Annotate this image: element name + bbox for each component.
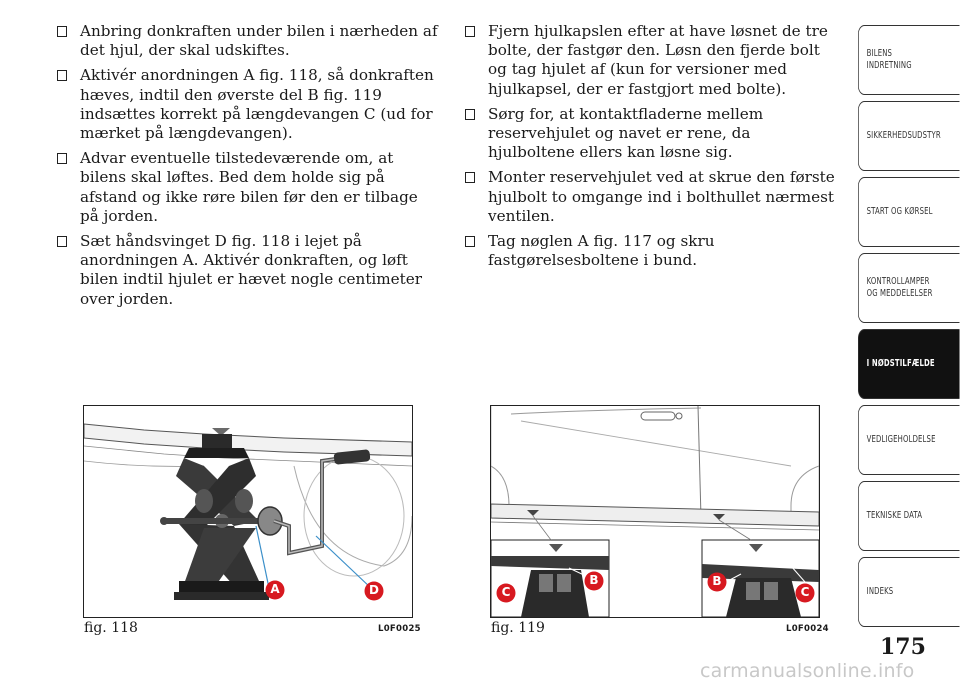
checkbox-icon	[57, 26, 67, 37]
label-a: A	[270, 582, 280, 596]
tab-start-og-korsel[interactable]	[858, 177, 960, 247]
instruction-item	[463, 22, 835, 99]
left-column	[55, 22, 440, 315]
watermark: carmanualsonline.info	[700, 660, 915, 682]
label-b-left: B	[589, 573, 599, 587]
instruction-item	[463, 232, 835, 270]
instruction-text: Sæt håndsvinget D fig. 118 i lejet på anordningen A. Aktivér donkraften, og løft bilen indtil hjulet er hævet nogle centimeter over jorden.	[80, 232, 423, 308]
instruction-item	[55, 66, 440, 143]
tab-label: START OG KØRSEL	[866, 206, 933, 217]
checkbox-icon	[57, 70, 67, 81]
checkbox-icon	[57, 153, 67, 164]
label-d: D	[369, 583, 379, 597]
figure-119-caption: fig. 119	[491, 620, 545, 636]
tab-indeks[interactable]	[858, 557, 960, 627]
instruction-text: Aktivér anordningen A fig. 118, så donkraften hæves, indtil den øverste del B fig. 119 indsættes korrekt på længdevangen C (ud for mærket på længdevangen).	[80, 66, 434, 143]
instruction-item	[55, 22, 440, 60]
tab-bilens-indretning[interactable]	[858, 25, 960, 95]
jack-illustration	[84, 406, 412, 617]
jack-points-illustration	[491, 406, 819, 617]
figure-119-code: L0F0024	[786, 624, 829, 634]
right-column	[463, 22, 835, 276]
figure-118-code: L0F0025	[378, 624, 421, 634]
instruction-text: Anbring donkraften under bilen i nærheden af det hjul, der skal udskiftes.	[80, 22, 438, 60]
label-c-left: C	[501, 585, 511, 599]
instruction-item	[463, 105, 835, 163]
instruction-text: Advar eventuelle tilstedeværende om, at bilens skal løftes. Bed dem holde sig på afstand og ikke røre bilen før den er tilbage på jorden.	[80, 149, 418, 225]
tab-tekniske-data[interactable]	[858, 481, 960, 551]
label-b-right: B	[712, 574, 722, 588]
instruction-text: Monter reservehjulet ved at skrue den første hjulbolt to omgange ind i bolthullet nærmest ventilen.	[488, 168, 835, 225]
instruction-item	[55, 232, 440, 309]
checkbox-icon	[465, 172, 475, 183]
tab-label: INDEKS	[866, 586, 894, 597]
tab-label: I NØDSTILFÆLDE	[866, 358, 935, 369]
tab-label: SIKKERHEDSUDSTYR	[866, 130, 941, 141]
tab-label: BILENS INDRETNING	[866, 48, 912, 71]
instruction-item	[55, 149, 440, 226]
tab-kontrollamper[interactable]	[858, 253, 960, 323]
tab-i-nodstilfaelde[interactable]	[858, 329, 960, 399]
tab-label: TEKNISKE DATA	[866, 510, 923, 521]
checkbox-icon	[465, 26, 475, 37]
tab-vedligeholdelse[interactable]	[858, 405, 960, 475]
checkbox-icon	[465, 236, 475, 247]
checkbox-icon	[57, 236, 67, 247]
tab-sikkerhedsudstyr[interactable]	[858, 101, 960, 171]
instruction-text: Sørg for, at kontaktfladerne mellem reservehjulet og navet er rene, da hjulboltene ellers kan løsne sig.	[488, 104, 764, 162]
figure-118-jack	[83, 405, 413, 618]
checkbox-icon	[465, 109, 475, 120]
figure-118-caption: fig. 118	[84, 620, 138, 636]
instruction-text: Fjern hjulkapslen efter at have løsnet de tre bolte, der fastgør den. Løsn den fjerde bolt og tag hjulet af (kun for versioner med hjulkapsel, der er fastgjort med bolte).	[488, 22, 828, 98]
tab-label: KONTROLLAMPER OG MEDDELELSER	[866, 276, 933, 299]
instruction-item	[463, 168, 835, 226]
page-number: 175	[880, 634, 926, 660]
label-c-right: C	[800, 585, 810, 599]
figure-119-jack-points	[490, 405, 820, 618]
tab-label: VEDLIGEHOLDELSE	[866, 434, 936, 445]
instruction-text: Tag nøglen A fig. 117 og skru fastgørelsesboltene i bund.	[488, 232, 715, 270]
